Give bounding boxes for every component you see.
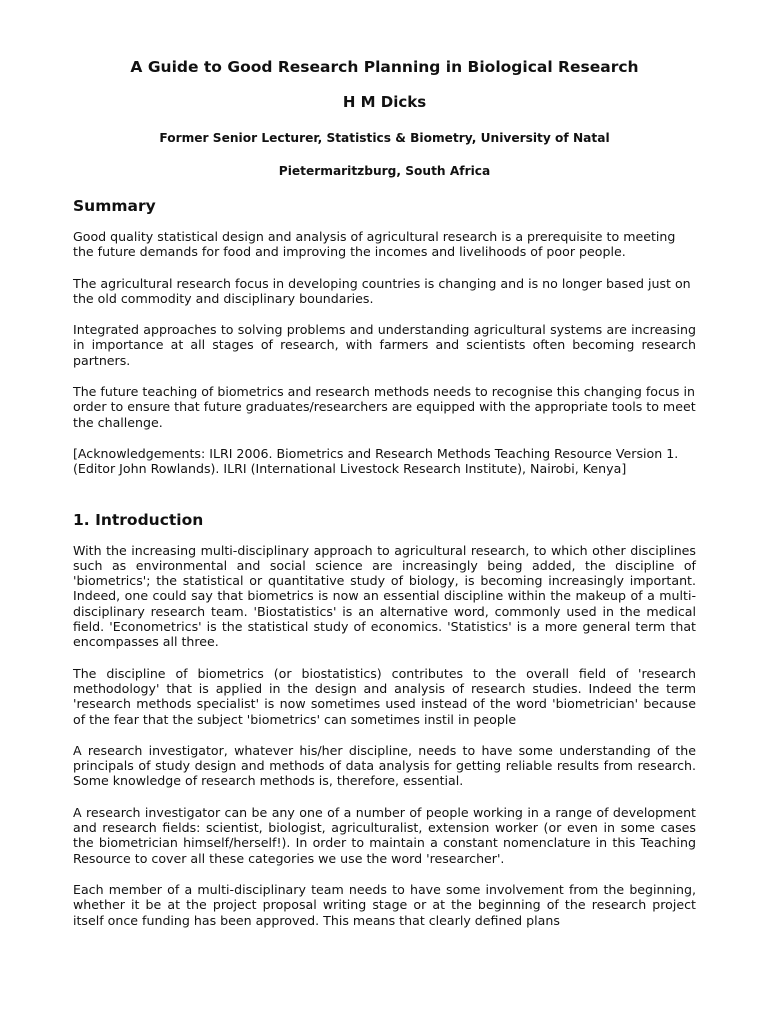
introduction-paragraph: With the increasing multi-disciplinary approach to agricultural research, to which other disciplines such as environmental and social science are increasingly being added, the discipline of 'biometrics'; the statistical or quantitative study of biology, is becoming increasingly important. Indeed, one could say that biometrics is now an essential discipline within the makeup of a multi-disciplinary research team. 'Biostatistics' is an alternative word, commonly used in the medical field. 'Econometrics' is the statistical study of economics. 'Statistics' is a more general term that encompasses all three. [73,542,696,650]
introduction-heading: 1. Introduction [73,510,204,529]
author-location: Pietermaritzburg, South Africa [278,164,491,178]
introduction-paragraph: A research investigator can be any one of a number of people working in a range of development and research fields: scientist, biologist, agriculturalist, extension worker (or even in some cases the biometrician himself/herself!). In order to maintain a constant nomenclature in this Teaching Resource to cover all these categories we use the word 'researcher'. [73,804,696,866]
author-affiliation: Former Senior Lecturer, Statistics & Biometry, University of Natal [159,131,610,145]
summary-heading: Summary [73,197,156,215]
introduction-paragraph: The discipline of biometrics (or biostatistics) contributes to the overall field of 'research methodology' that is applied in the design and analysis of research studies. Indeed the term 'research methods specialist' is now sometimes used instead of the word 'biometrician' because of the fear that the subject 'biometrics' can sometimes instil in people [73,665,696,727]
introduction-paragraph: Each member of a multi-disciplinary team needs to have some involvement from the beginning, whether it be at the project proposal writing stage or at the beginning of the research project itself once funding has been approved. This means that clearly defined plans [73,881,696,928]
document-title: A Guide to Good Research Planning in Biological Research [130,58,639,76]
summary-paragraph: Good quality statistical design and analysis of agricultural research is a prerequisite to meeting the future demands for food and improving the incomes and livelihoods of poor people. [73,229,676,260]
summary-paragraph: The future teaching of biometrics and research methods needs to recognise this changing focus in order to ensure that future graduates/researchers are equipped with the appropriate tools to meet the challenge. [73,384,696,430]
summary-paragraph: Integrated approaches to solving problems and understanding agricultural systems are increasing in importance at all stages of research, with farmers and scientists often becoming research partners. [73,322,696,368]
acknowledgements-paragraph: [Acknowledgements: ILRI 2006. Biometrics and Research Methods Teaching Resource Version 1. (Editor John Rowlands). ILRI (International Livestock Research Institute), Nairobi, Kenya] [73,445,679,477]
introduction-paragraph: A research investigator, whatever his/her discipline, needs to have some understanding of the principals of study design and methods of data analysis for getting reliable results from research. Some knowledge of research methods is, therefore, essential. [73,742,696,789]
summary-paragraph: The agricultural research focus in developing countries is changing and is no longer based just on the old commodity and disciplinary boundaries. [73,275,691,306]
document-author: H M Dicks [342,93,427,111]
